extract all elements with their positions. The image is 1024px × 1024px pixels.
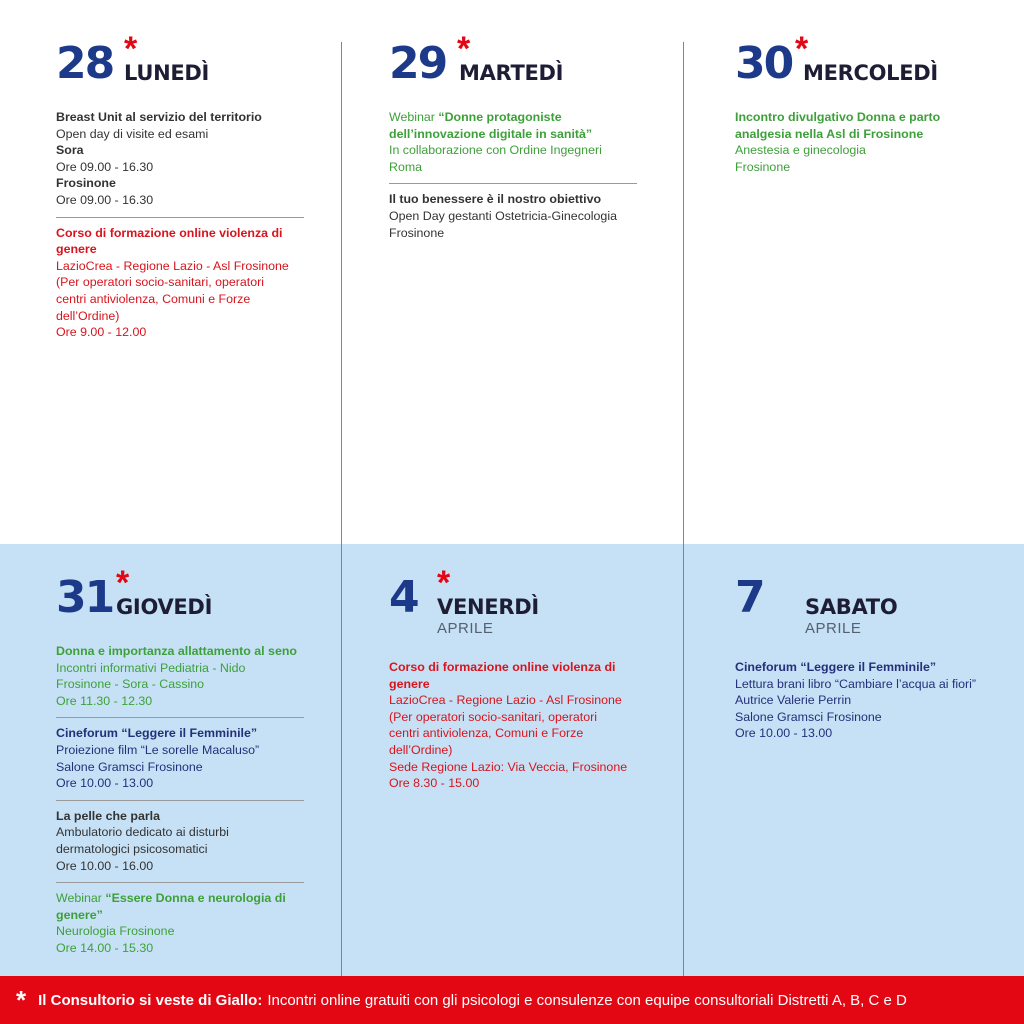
event-time: Ore 11.30 - 12.30 [56,693,153,708]
event-title-part: analgesia nella Asl di Frosinone [735,126,924,141]
event-line: centri antiviolenza, Comuni e Forze [389,726,584,741]
event-item [735,652,1005,750]
event-line: dell’Ordine) [389,742,453,757]
event-time: Ore 9.00 - 12.00 [56,325,147,340]
event-title: Donna e importanza allattamento al seno [56,644,297,658]
day-number: 29 [389,38,447,89]
event-item [389,184,637,249]
event-item [389,102,637,184]
event-line: In collaborazione con Ordine Ingegneri [389,143,602,158]
event-line: Anestesia e ginecologia [735,143,866,158]
event-location: Sede Regione Lazio: Via Veccia, Frosinone [389,759,628,774]
event-location: Neurologia Frosinone [56,924,175,939]
day-header [56,30,306,102]
event-line: LazioCrea - Regione Lazio - Asl Frosinone [389,693,622,708]
event-item [56,801,304,883]
event-location: Frosinone - Sora - Cassino [56,677,205,692]
event-item [389,652,649,800]
event-line: Incontri informativi Pediatria - Nido [56,660,246,675]
event-line: Lettura brani libro “Cambiare l’acqua ai fiori” [735,676,977,691]
event-type: Webinar [389,110,435,124]
event-title [56,890,304,907]
event-line: LazioCrea - Regione Lazio - Asl Frosinone [56,258,289,273]
event-time: Ore 09.00 - 16.30 [56,159,154,174]
event-title-part: dell’innovazione digitale in sanità” [389,126,593,141]
asterisk-icon: * [16,985,27,1015]
event-title: Corso di formazione online violenza di genere [56,225,283,257]
event-location: Sora [56,143,84,158]
event-time: Ore 10.00 - 13.00 [735,726,833,741]
event-location: Frosinone [389,225,445,240]
day-number: 4 [389,572,418,623]
event-item [56,718,304,800]
day-number: 28 [56,38,114,89]
event-location: Frosinone [56,176,116,191]
event-item [56,102,304,218]
event-line: (Per operatori socio-sanitari, operatori [389,709,597,724]
event-title-part: genere” [56,907,103,922]
day-column-4 [389,564,639,800]
event-time: Ore 14.00 - 15.30 [56,940,154,955]
column-divider [683,42,684,976]
event-time: Ore 10.00 - 13.00 [56,776,154,791]
event-location: Frosinone [735,159,791,174]
event-item [735,102,983,183]
day-header [735,572,1005,652]
event-line: dell’Ordine) [56,308,120,323]
asterisk-icon: * [437,564,451,602]
event-title [389,109,637,126]
month-label: APRILE [437,620,494,637]
day-name: LUNEDÌ [124,61,210,85]
day-column-31 [56,564,306,965]
event-line: Ambulatorio dedicato ai disturbi [56,825,229,840]
event-title: Corso di formazione online violenza di genere [389,660,616,691]
day-number: 31 [56,572,114,623]
event-title: Incontro divulgativo Donna e parto [735,110,941,124]
column-divider [341,42,342,976]
event-title: Cineforum “Leggere il Femminile” [735,660,937,674]
asterisk-icon: * [116,564,130,602]
asterisk-icon: * [795,30,809,68]
footer-bold-text: Il Consultorio si veste di Giallo: [38,991,263,1009]
day-name: VENERDÌ [437,595,539,619]
footer-banner [0,976,1024,1024]
event-time: Ore 09.00 - 16.30 [56,192,154,207]
event-title-part: “Essere Donna e neurologia di [105,891,286,906]
day-name: GIOVEDÌ [116,595,213,619]
day-name: MARTEDÌ [459,61,564,85]
event-title: Cineforum “Leggere il Femminile” [56,726,258,741]
day-header [389,30,639,102]
asterisk-icon: * [457,30,471,68]
month-label: APRILE [805,620,862,637]
event-title-part: “Donne protagoniste [438,110,562,124]
day-column-7 [735,572,1005,750]
day-name: MERCOLEDÌ [803,61,938,85]
event-location: Roma [389,159,423,174]
day-name: SABATO [805,595,898,619]
event-title: Il tuo benessere è il nostro obiettivo [389,192,602,207]
day-header [735,30,985,102]
event-line: Open Day gestanti Ostetricia-Ginecologia [389,208,617,223]
day-column-30 [735,30,985,183]
day-number: 7 [735,572,764,623]
event-line: dermatologici psicosomatici [56,841,208,856]
event-location: Salone Gramsci Frosinone [735,709,882,724]
event-type: Webinar [56,891,102,906]
asterisk-icon: * [124,30,138,68]
event-time: Ore 10.00 - 16.00 [56,858,154,873]
event-time: Ore 8.30 - 15.00 [389,776,480,791]
event-title: La pelle che parla [56,808,160,823]
event-item [56,883,304,964]
event-line: Proiezione film “Le sorelle Macaluso” [56,742,260,757]
event-location: Salone Gramsci Frosinone [56,759,203,774]
event-title: Breast Unit al servizio del territorio [56,110,262,124]
day-column-28 [56,30,306,349]
event-item [56,218,304,349]
day-column-29 [389,30,639,249]
day-number: 30 [735,38,793,89]
event-item [56,636,304,718]
event-line: Open day di visite ed esami [56,126,209,141]
event-line: Autrice Valerie Perrin [735,693,852,708]
footer-text: Incontri online gratuiti con gli psicologi e consulenze con equipe consultoriali Distretti A, B, C e D [267,991,907,1009]
day-header [389,564,639,652]
event-line: centri antiviolenza, Comuni e Forze [56,291,251,306]
day-header [56,564,306,636]
event-line: (Per operatori socio-sanitari, operatori [56,275,264,290]
